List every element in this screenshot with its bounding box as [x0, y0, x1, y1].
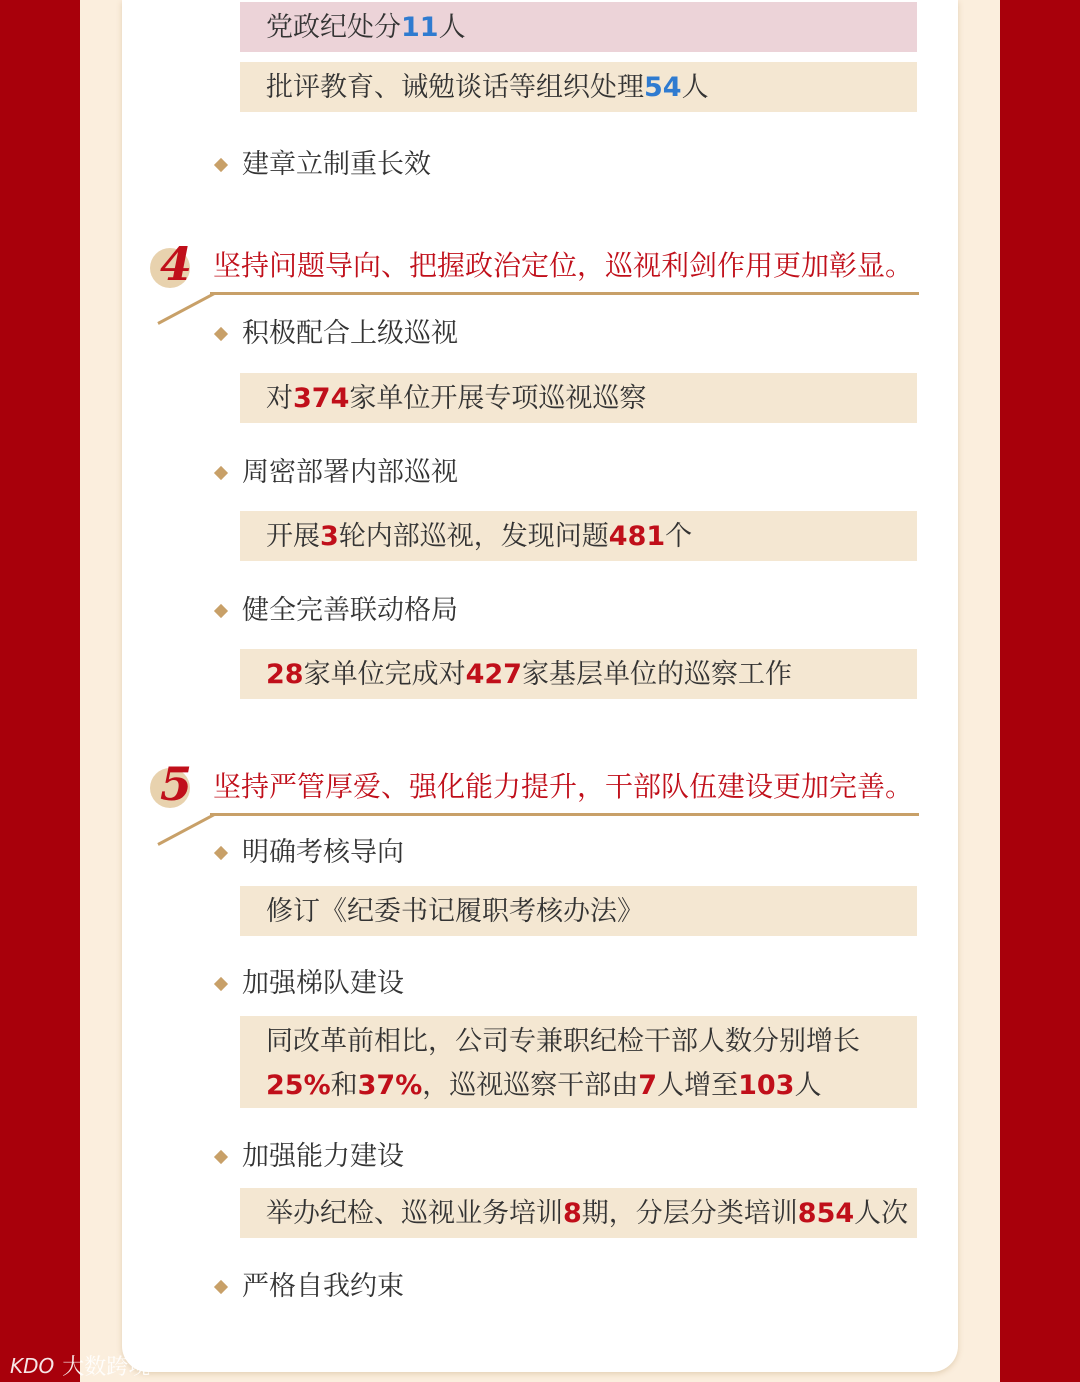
section-heading: 坚持问题导向、把握政治定位，巡视利剑作用更加彰显。	[213, 249, 914, 282]
stat-box-discipline: 党政纪处分11人	[240, 2, 917, 52]
stat-box: 举办纪检、巡视业务培训8期，分层分类培训854人次	[240, 1188, 917, 1238]
list-item: 建章立制重长效	[214, 145, 431, 185]
watermark-logo-icon: KDO	[10, 1353, 55, 1378]
stat-box: 开展3轮内部巡视，发现问题481个	[240, 511, 917, 561]
section-divider	[210, 813, 919, 816]
stat-box-organization: 批评教育、诫勉谈话等组织处理54人	[240, 62, 917, 112]
diamond-bullet-icon	[214, 158, 228, 172]
section-divider	[210, 292, 919, 295]
stat-box: 对374家单位开展专项巡视巡察	[240, 373, 917, 423]
right-red-border	[1000, 0, 1080, 1382]
list-item: 积极配合上级巡视	[214, 314, 458, 354]
stat-box: 修订《纪委书记履职考核办法》	[240, 886, 917, 936]
left-red-border	[0, 0, 80, 1382]
list-item: 明确考核导向	[214, 833, 404, 873]
watermark: KDO 大数跨境	[10, 1353, 151, 1380]
list-item: 健全完善联动格局	[214, 591, 458, 631]
diamond-bullet-icon	[214, 327, 228, 341]
section-number-badge: 4	[150, 242, 196, 288]
list-item: 加强能力建设	[214, 1137, 404, 1177]
stat-box: 28家单位完成对427家基层单位的巡察工作	[240, 649, 917, 699]
stat-box: 同改革前相比，公司专兼职纪检干部人数分别增长 25%和37%，巡视巡察干部由7人增至103人	[240, 1016, 917, 1108]
diamond-bullet-icon	[214, 846, 228, 860]
diamond-bullet-icon	[214, 1150, 228, 1164]
section-number-badge: 5	[150, 762, 196, 808]
list-item: 严格自我约束	[214, 1267, 404, 1307]
list-item: 加强梯队建设	[214, 964, 404, 1004]
diamond-bullet-icon	[214, 1280, 228, 1294]
list-item: 周密部署内部巡视	[214, 453, 458, 493]
section-heading: 坚持严管厚爱、强化能力提升，干部队伍建设更加完善。	[213, 770, 914, 803]
diamond-bullet-icon	[214, 977, 228, 991]
diamond-bullet-icon	[214, 466, 228, 480]
diamond-bullet-icon	[214, 604, 228, 618]
